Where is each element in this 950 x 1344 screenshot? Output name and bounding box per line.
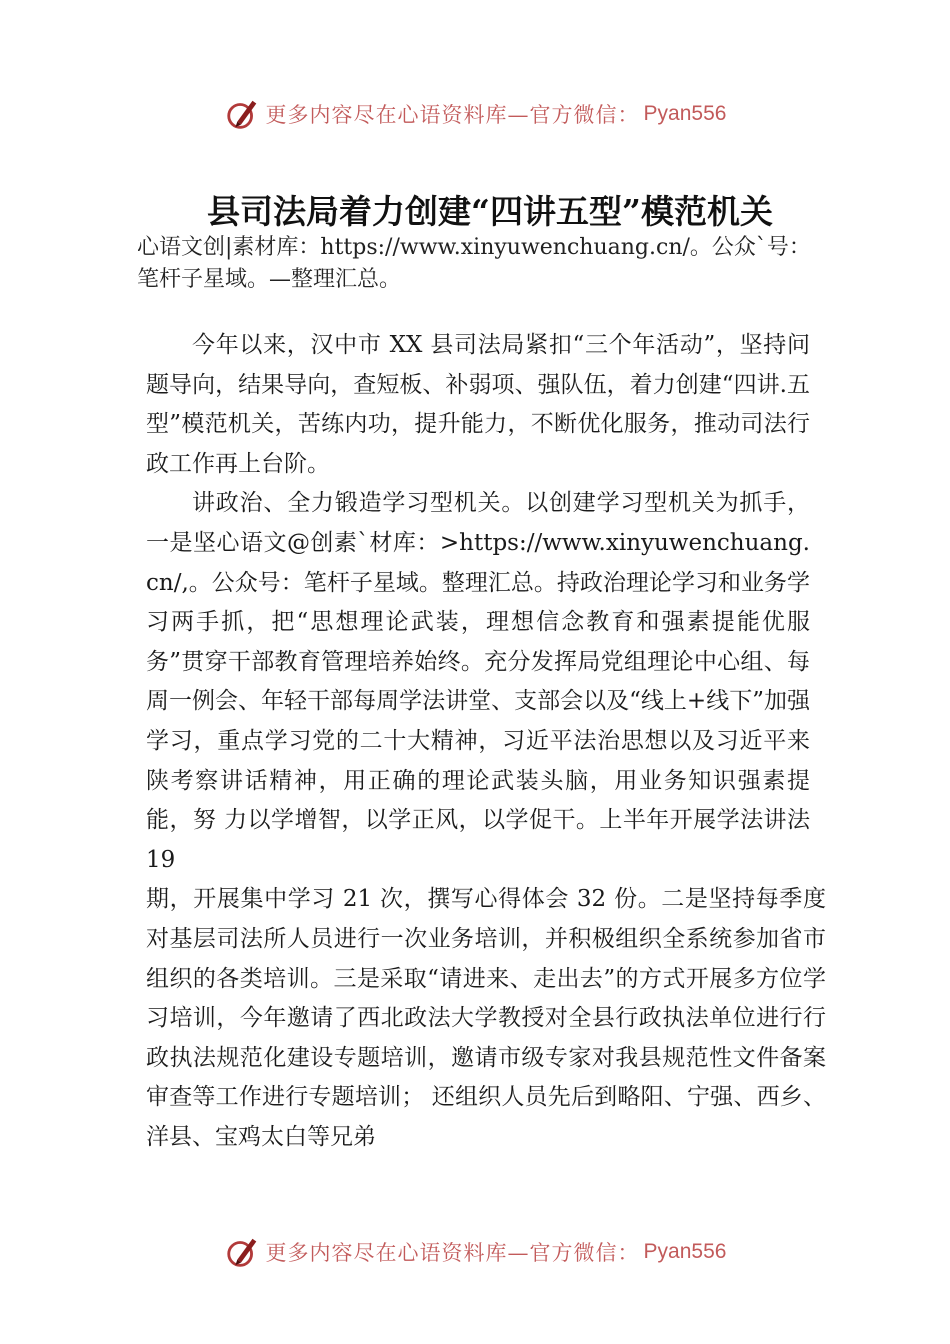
- pen-logo-icon: [224, 95, 262, 133]
- banner-text: 更多内容尽在心语资料库—官方微信：: [265, 1241, 640, 1265]
- top-watermark-banner: [0, 94, 950, 134]
- bottom-watermark-banner: [0, 1232, 950, 1272]
- paragraph-1: 今年以来，汉中市 XX 县司法局紧扣“三个年活动”，坚持问题导向，结果导向，查短板、补弱项、强队伍，着力创建“四讲.五型”模范机关，苦练内功，提升能力，不断优化服务，推动司法行政工作再上台阶。: [146, 332, 810, 477]
- pen-logo-icon: [224, 1233, 262, 1271]
- document-title: 县司法局着力创建“四讲五型”模范机关: [207, 192, 773, 231]
- source-line: 心语文创|素材库：https://www.xinyuwenchuang.cn/。公众`号：笔杆子星域。—整理汇总。: [137, 235, 811, 292]
- paragraph-3: 期，开展集中学习 21 次，撰写心得体会 32 份。二是坚持每季度对基层司法所人员进行一次业务培训，并积极组织全系统参加省市组织的各类培训。三是采取“请进来、走出去”的方式开展多方位学习培训，今年邀请了西北政法大学教授对全县行政执法单位进行行政执法规范化建设专题培训，邀请市级专家对我县规范性文件备案审查等工作进行专题培训； 还组织人员先后到略阳、宁强、西乡、洋县、宝鸡太白等兄弟: [146, 886, 826, 1150]
- document-body: [146, 326, 826, 1157]
- wechat-id: Pyan556: [643, 1240, 727, 1263]
- paragraph-2: 讲政治、全力锻造学习型机关。以创建学习型机关为抓手，一是坚心语文@创素`材库：>https://www.xinyuwenchuang.cn/,。公众号：笔杆子星域。整理汇总。持政治理论学习和业务学习两手抓，把“思想理论武装，理想信念教育和强素提能优服务”贯穿干部教育管理培养始终。充分发挥局党组理论中心组、每周一例会、年轻干部每周学法讲堂、支部会以及“线上+线下”加强学习，重点学习党的二十大精神，习近平法治思想以及习近平来陕考察讲话精神，用正确的理论武装头脑，用业务知识强素提能，努 力以学增智，以学正风，以学促干。上半年开展学法讲法 19: [146, 490, 810, 873]
- banner-text: 更多内容尽在心语资料库—官方微信：: [265, 103, 640, 127]
- wechat-id: Pyan556: [643, 102, 727, 125]
